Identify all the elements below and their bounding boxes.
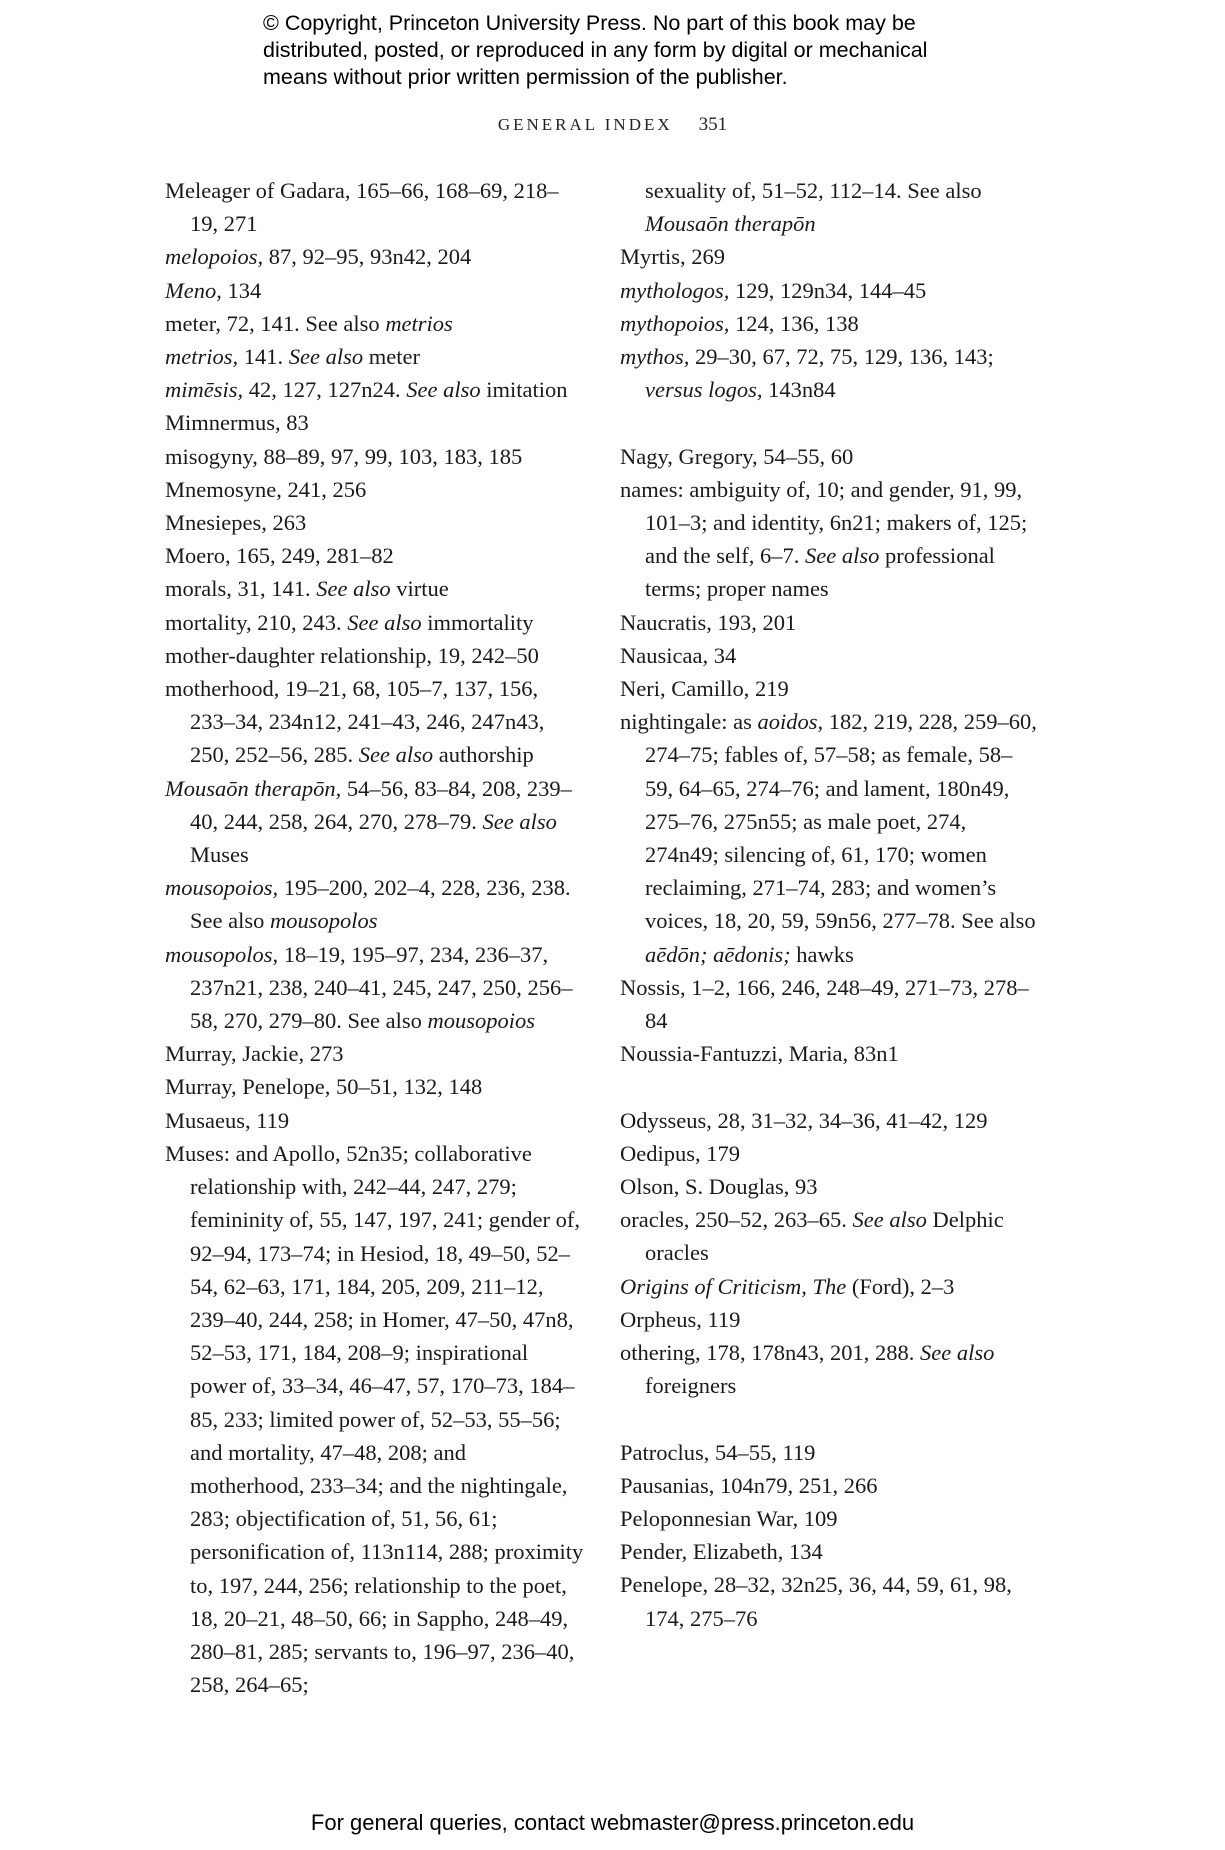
entry-text: immortality [421,609,534,635]
entry-text: Oedipus, 179 [620,1140,740,1166]
copyright-line: distributed, posted, or reproduced in any form by digital or mechanical [263,38,928,62]
entry-text: imitation [480,377,568,403]
entry-text: Nausicaa, 34 [620,642,737,668]
entry-text: hawks [790,941,854,967]
entry-italic-term: mythologos, [620,277,730,303]
copyright-line: means without prior written permission of the publisher. [263,65,788,89]
entry-text: 143n84 [762,377,836,403]
letter-group-gap [620,406,1040,439]
entry-text: Nossis, 1–2, 166, 246, 248–49, 271–73, 278–84 [620,974,1029,1034]
entry-text: Meleager of Gadara, 165–66, 168–69, 218–19, 271 [165,178,559,237]
entry-italic: See also [358,742,434,768]
entry-italic: See also [482,808,557,834]
entry-text: 54–56, 83–84, 208, 239–40, 244, 258, 264, 270, 278–79. [190,775,572,834]
index-entry [620,971,1040,1037]
entry-text: Orpheus, 119 [620,1306,741,1332]
index-entry [620,1502,1040,1535]
entry-text: misogyny, 88–89, 97, 99, 103, 183, 185 [165,443,523,469]
running-head [0,114,1225,136]
copyright-notice [263,10,1023,91]
entry-text: nightingale: as [620,709,758,735]
index-entry [620,1568,1040,1634]
entry-text: foreigners [645,1373,737,1399]
entry-text: 29–30, 67, 72, 75, 129, 136, 143; [689,344,994,370]
entry-text: 195–200, 202–4, 228, 236, 238. See also [190,875,571,934]
entry-text: 124, 136, 138 [729,310,859,336]
index-entry [165,240,585,273]
entry-italic: mousopoios [427,1008,535,1034]
index-entry [165,1037,585,1070]
index-entry [165,340,585,373]
index-entry [620,274,1040,307]
entry-text: Odysseus, 28, 31–32, 34–36, 41–42, 129 [620,1107,988,1133]
entry-text: motherhood, 19–21, 68, 105–7, 137, 156, 233–34, 234n12, 241–43, 246, 247n43, 250, 252–56, 285. [165,676,545,768]
index-entry [620,1203,1040,1269]
index-entry [165,373,585,406]
entry-text: 18–19, 195–97, 234, 236–37, 237n21, 238, 240–41, 245, 247, 250, 256–58, 270, 279–80. See also [190,941,573,1034]
entry-text: othering, 178, 178n43, 201, 288. [620,1340,920,1366]
entry-text: names: ambiguity of, 10; and gender, 91, 99, 101–3; and identity, 6n21; makers of, 125; and the self, 6–7. [620,476,1028,569]
entry-text: sexuality of, 51–52, 112–14. See also [645,178,982,203]
copyright-line: © Copyright, Princeton University Press. No part of this book may be [263,11,916,35]
entry-text: (Ford), 2–3 [846,1273,955,1299]
entry-text: mortality, 210, 243. [165,609,348,635]
entry-text: Peloponnesian War, 109 [620,1506,838,1532]
entry-text: 141. [238,344,289,370]
entry-text: Myrtis, 269 [620,244,726,270]
entry-text: meter [363,344,420,370]
entry-italic-term: mythopoios, [620,310,730,336]
index-entry [620,1436,1040,1469]
index-entry [165,871,585,937]
index-entry [165,672,585,772]
entry-italic: See also [919,1340,995,1366]
letter-group-gap [620,1070,1040,1103]
entry-italic: Mousaōn therapōn [645,211,816,237]
entry-text: Patroclus, 54–55, 119 [620,1439,816,1465]
entry-text: Mimnermus, 83 [165,410,309,436]
letter-group-gap [620,1402,1040,1435]
entry-italic: See also [316,576,391,602]
index-entry [165,1137,585,1701]
index-entry [620,1104,1040,1137]
entry-text: Mnemosyne, 241, 256 [165,476,367,502]
index-entry [165,307,585,340]
entry-text: 134 [221,277,262,303]
index-entry [165,606,585,639]
entry-text: Naucratis, 193, 201 [620,609,797,635]
entry-text: 182, 219, 228, 259–60, 274–75; fables of, 57–58; as female, 58–59, 64–65, 274–76; and lament, 180n49, 275–76, 275n55; as male poet, 274, 274n49; silencing of, 61, 170; women reclaiming, 271–74, 283; and women’s voices, 18, 20, 59, 59n56, 277–78. See also [645,709,1037,934]
entry-italic: See also [288,344,364,370]
entry-italic-term: melopoios, [165,244,264,270]
index-entry [165,572,585,605]
entry-italic: mousopolos [269,908,378,934]
running-head-title: GENERAL INDEX [497,115,673,134]
entry-italic-term: mimēsis, [165,377,244,403]
page-number: 351 [698,114,728,135]
index-entry [620,440,1040,473]
entry-text: oracles, 250–52, 263–65. [620,1207,853,1233]
entry-text: Penelope, 28–32, 32n25, 36, 44, 59, 61, 98, 174, 275–76 [620,1572,1012,1631]
index-entry [620,473,1040,606]
index-entry [620,1137,1040,1170]
entry-text: 42, 127, 127n24. [243,377,407,403]
entry-text: 87, 92–95, 93n42, 204 [263,244,472,270]
entry-italic-term: mousopolos, [165,941,279,967]
index-entry [620,1037,1040,1070]
entry-text: Moero, 165, 249, 281–82 [165,543,394,569]
entry-text: Muses [190,842,249,868]
index-column-left [165,174,585,1701]
footer-contact: For general queries, contact webmaster@press.princeton.edu [310,1810,915,1835]
entry-italic-term: Origins of Criticism, The [620,1273,847,1299]
entry-text: morals, 31, 141. [165,576,317,602]
entry-text: professional terms; proper names [645,543,995,602]
entry-italic-term: mousopoios, [165,875,279,901]
entry-italic-term: Meno, [165,277,222,303]
entry-text: Nagy, Gregory, 54–55, 60 [620,443,854,469]
entry-text: Delphic oracles [645,1207,1004,1266]
index-entry [620,1303,1040,1336]
index-entry [620,307,1040,340]
entry-italic-term: metrios, [165,344,239,370]
index-entry [620,672,1040,705]
entry-italic-term: mythos, [620,344,690,370]
index-entry [165,1104,585,1137]
entry-text: Pausanias, 104n79, 251, 266 [620,1472,878,1498]
entry-text: Neri, Camillo, 219 [620,676,789,702]
index-entry [165,1070,585,1103]
index-entry [620,639,1040,672]
index-entry [620,1336,1040,1402]
entry-text: Musaeus, 119 [165,1107,290,1133]
entry-text: Muses: and Apollo, 52n35; collaborative relationship with, 242–44, 247, 279; femininity of, 55, 147, 197, 241; gender of, 92–94, 173–74; in Hesiod, 18, 49–50, 52–54, 62–63, 171, 184, 205, 209, 211–12, 239–40, 244, 258; in Homer, 47–50, 47n8, 52–53, 171, 184, 208–9; inspirational power of, 33–34, 46–47, 57, 170–73, 184–85, 233; limited power of, 52–53, 55–56; and mortality, 47–48, 208; and motherhood, 233–34; and the nightingale, 283; objectification of, 51, 56, 61; personification of, 113n114, 288; proximity to, 197, 244, 256; relationship to the poet, 18, 20–21, 48–50, 66; in Sappho, 248–49, 280–81, 285; servants to, 196–97, 236–40, 258, 264–65; [165,1140,584,1698]
index-entry [620,240,1040,273]
index-entry [165,174,585,240]
entry-text: 129, 129n34, 144–45 [729,277,927,303]
index-column-right [620,174,1040,1635]
entry-text: Murray, Jackie, 273 [165,1041,344,1067]
index-entry [165,440,585,473]
entry-italic: aēdōn; aēdonis; [645,941,791,967]
entry-italic: See also [804,543,880,569]
entry-text: authorship [433,742,534,768]
index-entry [165,473,585,506]
index-entry [165,639,585,672]
index-entry [165,406,585,439]
entry-italic: See also [347,609,422,635]
entry-text: virtue [390,576,449,602]
index-entry [620,705,1040,971]
index-entry [165,274,585,307]
index-entry [165,506,585,539]
entry-italic: versus logos, [645,377,763,403]
entry-text: mother-daughter relationship, 19, 242–50 [165,642,539,668]
index-entry [165,539,585,572]
index-entry [165,772,585,872]
index-entry [165,938,585,1038]
index-entry [620,1270,1040,1303]
entry-italic-term: Mousaōn therapōn, [165,775,342,801]
entry-italic: aoidos, [757,709,824,735]
index-entry [620,1535,1040,1568]
entry-italic: metrios [385,310,453,336]
entry-text: Pender, Elizabeth, 134 [620,1539,823,1565]
entry-italic: See also [406,377,481,403]
entry-text: meter, 72, 141. See also [165,310,386,336]
entry-text: Olson, S. Douglas, 93 [620,1174,818,1200]
entry-italic: See also [852,1207,927,1233]
entry-text: Noussia-Fantuzzi, Maria, 83n1 [620,1041,899,1067]
index-entry [620,1469,1040,1502]
index-entry [620,1170,1040,1203]
entry-text: Murray, Penelope, 50–51, 132, 148 [165,1074,483,1100]
index-entry [620,174,1040,240]
index-entry [620,340,1040,406]
entry-text: Mnesiepes, 263 [165,510,307,536]
index-entry [620,606,1040,639]
